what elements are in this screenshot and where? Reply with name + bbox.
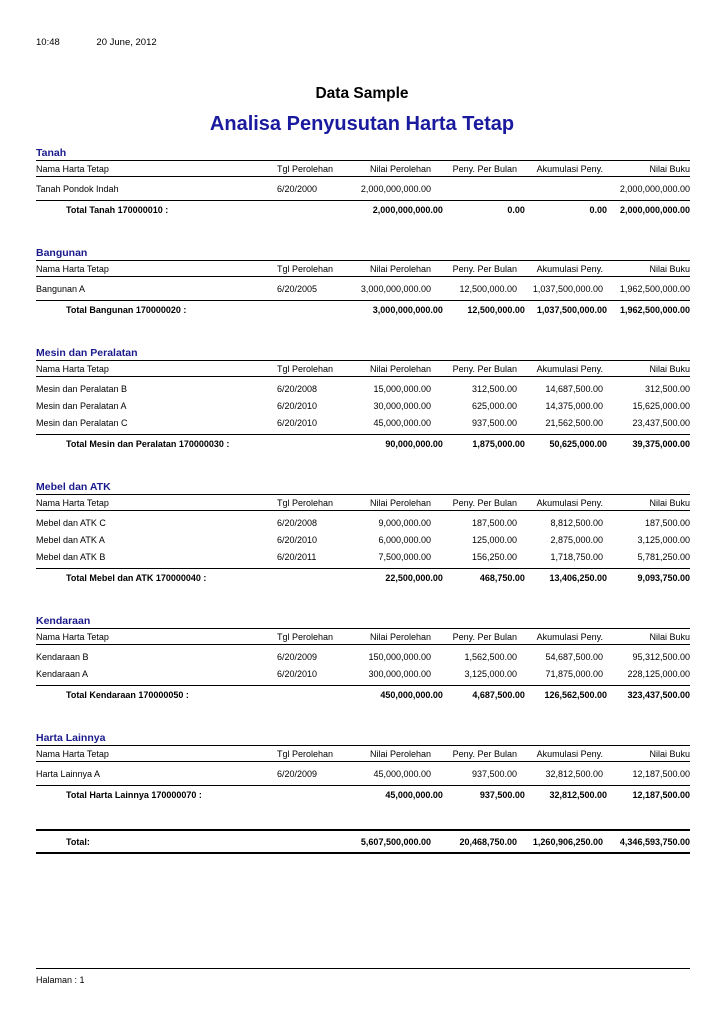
asset-group xyxy=(36,480,690,587)
col-header-tgl: Tgl Perolehan xyxy=(277,363,334,374)
cell-nilai: 300,000,000.00 xyxy=(368,668,431,679)
table-row xyxy=(36,765,690,782)
col-header-bulan: Peny. Per Bulan xyxy=(452,497,517,508)
group-title: Harta Lainnya xyxy=(36,732,106,744)
table-row xyxy=(36,280,690,297)
group-total-akum: 50,625,000.00 xyxy=(549,439,607,449)
cell-akum: 1,037,500,000.00 xyxy=(532,283,603,294)
group-total-akum: 0.00 xyxy=(589,205,607,215)
cell-nilai: 150,000,000.00 xyxy=(368,651,431,662)
group-total-row xyxy=(36,300,690,319)
item-list xyxy=(36,762,690,785)
col-header-akum: Akumulasi Peny. xyxy=(536,631,603,642)
col-header-tgl: Tgl Perolehan xyxy=(277,497,334,508)
group-total-bulan: 0.00 xyxy=(507,205,525,215)
cell-bulan: 625,000.00 xyxy=(471,400,517,411)
cell-akum: 54,687,500.00 xyxy=(545,651,603,662)
cell-akum: 14,687,500.00 xyxy=(545,383,603,394)
group-total-row xyxy=(36,685,690,704)
cell-bulan: 937,500.00 xyxy=(471,768,517,779)
column-header-row xyxy=(36,628,690,645)
group-total-akum: 1,037,500,000.00 xyxy=(536,305,607,315)
cell-tgl: 6/20/2011 xyxy=(277,551,317,562)
cell-tgl: 6/20/2010 xyxy=(277,534,318,545)
col-header-buku: Nilai Buku xyxy=(649,163,690,174)
asset-group xyxy=(36,731,690,804)
cell-bulan: 1,562,500.00 xyxy=(464,651,517,662)
print-date: 20 June, 2012 xyxy=(96,37,157,48)
col-header-name: Nama Harta Tetap xyxy=(36,631,109,642)
group-total-buku: 1,962,500,000.00 xyxy=(619,305,691,315)
grand-total-akum: 1,260,906,250.00 xyxy=(532,836,603,847)
cell-tgl: 6/20/2010 xyxy=(277,417,318,428)
column-header-row xyxy=(36,260,690,277)
group-title: Mebel dan ATK xyxy=(36,481,111,493)
group-title: Kendaraan xyxy=(36,615,91,627)
cell-nilai: 9,000,000.00 xyxy=(378,517,431,528)
cell-tgl: 6/20/2008 xyxy=(277,383,318,394)
col-header-tgl: Tgl Perolehan xyxy=(277,748,334,759)
table-row xyxy=(36,514,690,531)
col-header-name: Nama Harta Tetap xyxy=(36,748,109,759)
cell-name: Mebel dan ATK B xyxy=(36,551,106,562)
col-header-nilai: Nilai Perolehan xyxy=(369,363,431,374)
table-row xyxy=(36,414,690,431)
grand-total-bulan: 20,468,750.00 xyxy=(459,836,517,847)
col-header-tgl: Tgl Perolehan xyxy=(277,163,334,174)
col-header-name: Nama Harta Tetap xyxy=(36,263,109,274)
grand-total-nilai: 5,607,500,000.00 xyxy=(360,836,431,847)
group-total-nilai: 3,000,000,000.00 xyxy=(372,305,443,315)
group-total-row xyxy=(36,785,690,804)
group-total-nilai: 45,000,000.00 xyxy=(385,790,443,800)
cell-nilai: 7,500,000.00 xyxy=(378,551,431,562)
cell-tgl: 6/20/2010 xyxy=(277,668,318,679)
col-header-tgl: Tgl Perolehan xyxy=(277,263,334,274)
cell-buku: 5,781,250.00 xyxy=(637,551,690,562)
cell-name: Mebel dan ATK C xyxy=(36,517,106,528)
column-header-row xyxy=(36,160,690,177)
grand-total xyxy=(36,829,690,854)
col-header-nilai: Nilai Perolehan xyxy=(369,497,431,508)
cell-buku: 2,000,000,000.00 xyxy=(619,183,690,194)
item-list xyxy=(36,645,690,685)
cell-buku: 23,437,500.00 xyxy=(632,417,690,428)
group-total-label: Total Mesin dan Peralatan 170000030 : xyxy=(66,439,230,449)
cell-buku: 12,187,500.00 xyxy=(632,768,690,779)
col-header-buku: Nilai Buku xyxy=(649,748,690,759)
group-total-row xyxy=(36,434,690,453)
col-header-akum: Akumulasi Peny. xyxy=(536,263,603,274)
cell-buku: 187,500.00 xyxy=(644,517,690,528)
cell-buku: 95,312,500.00 xyxy=(632,651,690,662)
cell-tgl: 6/20/2008 xyxy=(277,517,318,528)
col-header-buku: Nilai Buku xyxy=(649,497,690,508)
report-body xyxy=(36,146,690,831)
col-header-bulan: Peny. Per Bulan xyxy=(452,631,517,642)
group-total-nilai: 2,000,000,000.00 xyxy=(372,205,443,215)
table-row xyxy=(36,665,690,682)
table-row xyxy=(36,380,690,397)
group-total-label: Total Bangunan 170000020 : xyxy=(66,305,187,315)
column-header-row xyxy=(36,745,690,762)
cell-nilai: 15,000,000.00 xyxy=(373,383,431,394)
table-row xyxy=(36,531,690,548)
group-total-label: Total Tanah 170000010 : xyxy=(66,205,169,215)
cell-name: Mesin dan Peralatan C xyxy=(36,417,128,428)
cell-name: Kendaraan A xyxy=(36,668,89,679)
cell-tgl: 6/20/2009 xyxy=(277,651,318,662)
asset-group xyxy=(36,614,690,704)
cell-tgl: 6/20/2000 xyxy=(277,183,318,194)
cell-bulan: 187,500.00 xyxy=(471,517,517,528)
cell-akum: 1,718,750.00 xyxy=(550,551,603,562)
cell-bulan: 156,250.00 xyxy=(471,551,517,562)
col-header-buku: Nilai Buku xyxy=(649,363,690,374)
grand-total-label: Total: xyxy=(66,836,90,847)
group-title: Mesin dan Peralatan xyxy=(36,347,138,359)
table-row xyxy=(36,648,690,665)
col-header-name: Nama Harta Tetap xyxy=(36,497,109,508)
cell-akum: 21,562,500.00 xyxy=(545,417,603,428)
column-header-row xyxy=(36,494,690,511)
group-total-row xyxy=(36,200,690,219)
group-total-bulan: 4,687,500.00 xyxy=(472,690,525,700)
cell-buku: 312,500.00 xyxy=(644,383,690,394)
group-total-buku: 12,187,500.00 xyxy=(632,790,691,800)
group-total-buku: 9,093,750.00 xyxy=(637,573,691,583)
cell-nilai: 45,000,000.00 xyxy=(373,768,431,779)
cell-akum: 2,875,000.00 xyxy=(550,534,603,545)
cell-bulan: 937,500.00 xyxy=(471,417,517,428)
cell-name: Tanah Pondok Indah xyxy=(36,183,119,194)
group-total-buku: 2,000,000,000.00 xyxy=(619,205,691,215)
report-title: Analisa Penyusutan Harta Tetap xyxy=(209,113,515,135)
page-number: Halaman : 1 xyxy=(36,975,85,985)
col-header-bulan: Peny. Per Bulan xyxy=(452,163,517,174)
cell-tgl: 6/20/2010 xyxy=(277,400,318,411)
cell-bulan: 312,500.00 xyxy=(471,383,517,394)
col-header-buku: Nilai Buku xyxy=(649,631,690,642)
col-header-akum: Akumulasi Peny. xyxy=(536,748,603,759)
col-header-bulan: Peny. Per Bulan xyxy=(452,748,517,759)
cell-buku: 15,625,000.00 xyxy=(632,400,690,411)
group-total-akum: 126,562,500.00 xyxy=(544,690,607,700)
group-total-bulan: 937,500.00 xyxy=(479,790,525,800)
cell-name: Mebel dan ATK A xyxy=(36,534,105,545)
cell-nilai: 45,000,000.00 xyxy=(373,417,431,428)
col-header-bulan: Peny. Per Bulan xyxy=(452,263,517,274)
cell-nilai: 2,000,000,000.00 xyxy=(360,183,431,194)
col-header-akum: Akumulasi Peny. xyxy=(536,163,603,174)
cell-akum: 14,375,000.00 xyxy=(545,400,603,411)
col-header-name: Nama Harta Tetap xyxy=(36,163,109,174)
group-total-bulan: 468,750.00 xyxy=(479,573,525,583)
group-total-bulan: 1,875,000.00 xyxy=(472,439,525,449)
cell-buku: 3,125,000.00 xyxy=(637,534,690,545)
item-list xyxy=(36,177,690,200)
group-title: Tanah xyxy=(36,147,67,159)
group-total-nilai: 22,500,000.00 xyxy=(385,573,443,583)
group-total-row xyxy=(36,568,690,587)
col-header-tgl: Tgl Perolehan xyxy=(277,631,334,642)
asset-group xyxy=(36,146,690,219)
col-header-akum: Akumulasi Peny. xyxy=(536,497,603,508)
cell-tgl: 6/20/2005 xyxy=(277,283,318,294)
cell-name: Harta Lainnya A xyxy=(36,768,101,779)
col-header-nilai: Nilai Perolehan xyxy=(369,631,431,642)
cell-name: Kendaraan B xyxy=(36,651,89,662)
table-row xyxy=(36,548,690,565)
col-header-buku: Nilai Buku xyxy=(649,263,690,274)
grand-total-buku: 4,346,593,750.00 xyxy=(619,836,690,847)
group-total-bulan: 12,500,000.00 xyxy=(467,305,525,315)
col-header-nilai: Nilai Perolehan xyxy=(369,263,431,274)
cell-bulan: 125,000.00 xyxy=(471,534,517,545)
print-time: 10:48 xyxy=(36,37,60,48)
asset-group xyxy=(36,246,690,319)
item-list xyxy=(36,377,690,434)
cell-bulan: 3,125,000.00 xyxy=(464,668,517,679)
col-header-name: Nama Harta Tetap xyxy=(36,363,109,374)
group-total-label: Total Mebel dan ATK 170000040 : xyxy=(66,573,207,583)
group-title: Bangunan xyxy=(36,247,88,259)
group-total-nilai: 450,000,000.00 xyxy=(380,690,443,700)
cell-name: Mesin dan Peralatan A xyxy=(36,400,127,411)
cell-akum: 8,812,500.00 xyxy=(550,517,603,528)
group-total-label: Total Harta Lainnya 170000070 : xyxy=(66,790,202,800)
asset-group xyxy=(36,346,690,453)
cell-name: Mesin dan Peralatan B xyxy=(36,383,128,394)
item-list xyxy=(36,511,690,568)
table-row xyxy=(36,397,690,414)
col-header-bulan: Peny. Per Bulan xyxy=(452,363,517,374)
column-header-row xyxy=(36,360,690,377)
table-row xyxy=(36,180,690,197)
company-name: Data Sample xyxy=(315,85,409,102)
cell-nilai: 30,000,000.00 xyxy=(373,400,431,411)
item-list xyxy=(36,277,690,300)
group-total-akum: 32,812,500.00 xyxy=(549,790,607,800)
print-header xyxy=(36,37,157,48)
group-total-akum: 13,406,250.00 xyxy=(549,573,607,583)
cell-buku: 1,962,500,000.00 xyxy=(619,283,690,294)
cell-name: Bangunan A xyxy=(36,283,86,294)
group-total-buku: 39,375,000.00 xyxy=(632,439,691,449)
col-header-nilai: Nilai Perolehan xyxy=(369,748,431,759)
cell-nilai: 6,000,000.00 xyxy=(378,534,431,545)
cell-akum: 71,875,000.00 xyxy=(545,668,603,679)
cell-tgl: 6/20/2009 xyxy=(277,768,318,779)
col-header-akum: Akumulasi Peny. xyxy=(536,363,603,374)
cell-bulan: 12,500,000.00 xyxy=(459,283,517,294)
cell-akum: 32,812,500.00 xyxy=(545,768,603,779)
page-footer xyxy=(36,968,690,985)
cell-nilai: 3,000,000,000.00 xyxy=(360,283,431,294)
group-total-buku: 323,437,500.00 xyxy=(627,690,691,700)
col-header-nilai: Nilai Perolehan xyxy=(369,163,431,174)
cell-buku: 228,125,000.00 xyxy=(627,668,690,679)
group-total-nilai: 90,000,000.00 xyxy=(385,439,443,449)
group-total-label: Total Kendaraan 170000050 : xyxy=(66,690,189,700)
